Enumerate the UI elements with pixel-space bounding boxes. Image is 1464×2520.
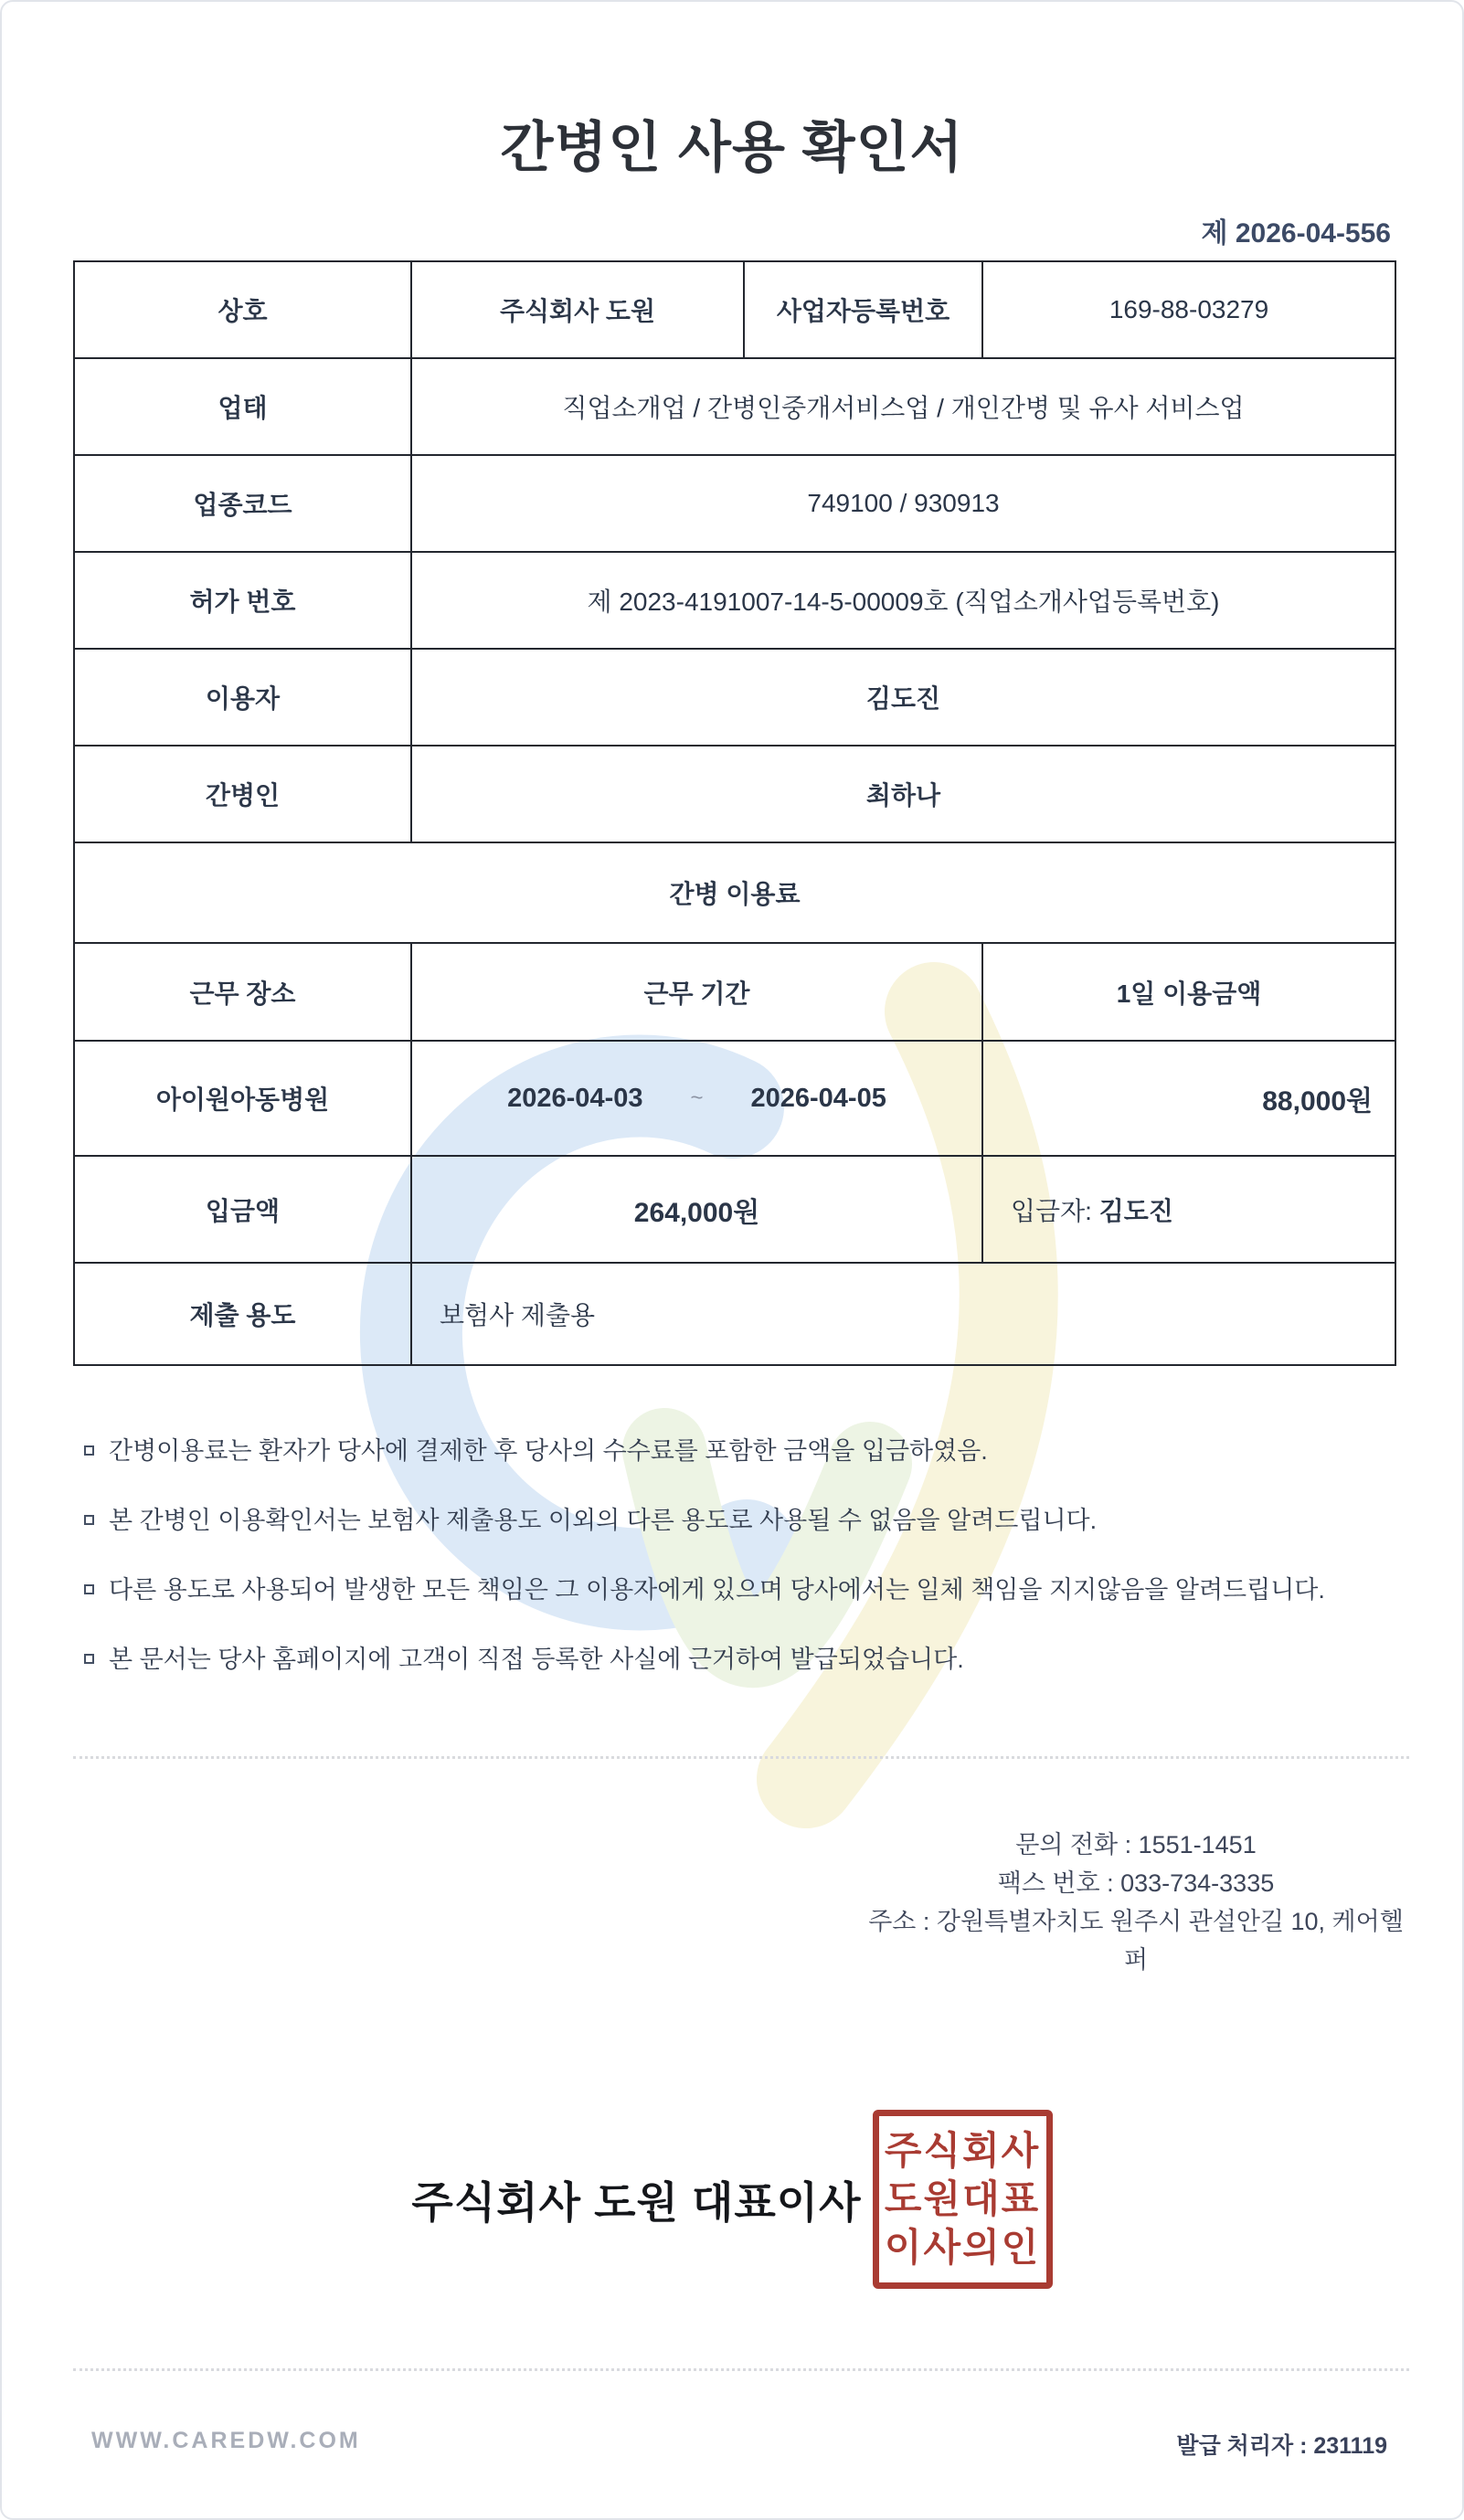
square-bullet-icon	[84, 1445, 94, 1456]
value-deposit-amount: 264,000원	[411, 1156, 982, 1263]
square-bullet-icon	[84, 1584, 94, 1594]
contact-address: 주소 : 강원특별자치도 원주시 관설안길 10, 케어헬퍼	[868, 1908, 1404, 1974]
document-number: 제 2026-04-556	[1201, 218, 1391, 249]
value-company: 주식회사 도원	[411, 261, 744, 358]
stamp-line: 도원대표	[884, 2177, 1041, 2220]
page-title: 간병인 사용 확인서	[500, 117, 964, 178]
label-caregiver: 간병인	[74, 746, 411, 842]
contact-phone: 문의 전화 : 1551-1451	[1015, 1831, 1257, 1858]
square-bullet-icon	[84, 1515, 94, 1525]
value-user: 김도진	[411, 649, 1395, 746]
table-row	[74, 552, 1395, 649]
period-end-date: 2026-04-05	[750, 1083, 886, 1113]
cell-depositor	[982, 1156, 1395, 1263]
column-work-period: 근무 기간	[411, 943, 982, 1041]
column-work-place: 근무 장소	[74, 943, 411, 1041]
notes-section	[84, 1436, 1380, 1714]
note-text: 본 문서는 당사 홈페이지에 고객이 직접 등록한 사실에 근거하여 발급되었습니다.	[109, 1646, 964, 1673]
table-row	[74, 358, 1395, 455]
label-business-type: 업태	[74, 358, 411, 455]
table-row	[74, 1263, 1395, 1365]
signature-row	[2, 2094, 1462, 2304]
label-company: 상호	[74, 261, 411, 358]
value-work-period	[411, 1041, 982, 1156]
ceo-signature-text: 주식회사 도원 대표이사	[411, 2177, 862, 2227]
label-user: 이용자	[74, 649, 411, 746]
stamp-line: 주식회사	[884, 2129, 1041, 2172]
table-row-data	[74, 1041, 1395, 1156]
note-item	[84, 1506, 1380, 1535]
label-submission-purpose: 제출 용도	[74, 1263, 411, 1365]
value-license-number: 제 2023-4191007-14-5-00009호 (직업소개사업등록번호)	[411, 552, 1395, 649]
issuer-id: 발급 처리자 : 231119	[1176, 2433, 1387, 2459]
value-business-type: 직업소개업 / 간병인중개서비스업 / 개인간병 및 유사 서비스업	[411, 358, 1395, 455]
table-row	[74, 1156, 1395, 1263]
corporate-seal-stamp	[873, 2110, 1053, 2289]
note-text: 다른 용도로 사용되어 발생한 모든 책임은 그 이용자에게 있으며 당사에서는 일체 책임을 지지않음을 알려드립니다.	[109, 1576, 1325, 1604]
note-item	[84, 1436, 1380, 1466]
table-row	[74, 649, 1395, 746]
section-title-care-fee: 간병 이용료	[74, 842, 1395, 943]
label-industry-code: 업종코드	[74, 455, 411, 552]
value-industry-code: 749100 / 930913	[411, 455, 1395, 552]
period-tilde: ~	[690, 1085, 704, 1110]
period-start-date: 2026-04-03	[507, 1083, 643, 1113]
dashed-divider	[73, 1756, 1409, 1759]
note-item	[84, 1645, 1380, 1674]
label-deposit-amount: 입금액	[74, 1156, 411, 1263]
table-row	[74, 261, 1395, 358]
value-depositor-name: 김도진	[1098, 1196, 1173, 1225]
table-row	[74, 746, 1395, 842]
note-item	[84, 1575, 1380, 1604]
value-submission-purpose: 보험사 제출용	[411, 1263, 1395, 1365]
label-depositor: 입금자:	[1011, 1196, 1092, 1225]
value-business-number: 169-88-03279	[982, 261, 1395, 358]
value-daily-fee: 88,000원	[982, 1041, 1395, 1156]
value-caregiver: 최하나	[411, 746, 1395, 842]
square-bullet-icon	[84, 1654, 94, 1664]
table-row-section	[74, 842, 1395, 943]
table-row-columns	[74, 943, 1395, 1041]
contact-fax: 팩스 번호 : 033-734-3335	[997, 1869, 1275, 1897]
note-text: 본 간병인 이용확인서는 보험사 제출용도 이외의 다른 용도로 사용될 수 없음을 알려드립니다.	[109, 1507, 1098, 1534]
label-license-number: 허가 번호	[74, 552, 411, 649]
value-work-place: 아이원아동병원	[74, 1041, 411, 1156]
note-text: 간병이용료는 환자가 당사에 결제한 후 당사의 수수료를 포함한 금액을 입금하였음.	[109, 1437, 988, 1465]
website-url: WWW.CAREDW.COM	[91, 2428, 361, 2453]
label-business-number: 사업자등록번호	[744, 261, 982, 358]
dashed-divider	[73, 2368, 1409, 2371]
confirmation-table	[73, 260, 1396, 1366]
contact-block	[862, 1826, 1410, 1979]
table-row	[74, 455, 1395, 552]
stamp-line: 이사의인	[884, 2226, 1041, 2269]
column-daily-fee: 1일 이용금액	[982, 943, 1395, 1041]
